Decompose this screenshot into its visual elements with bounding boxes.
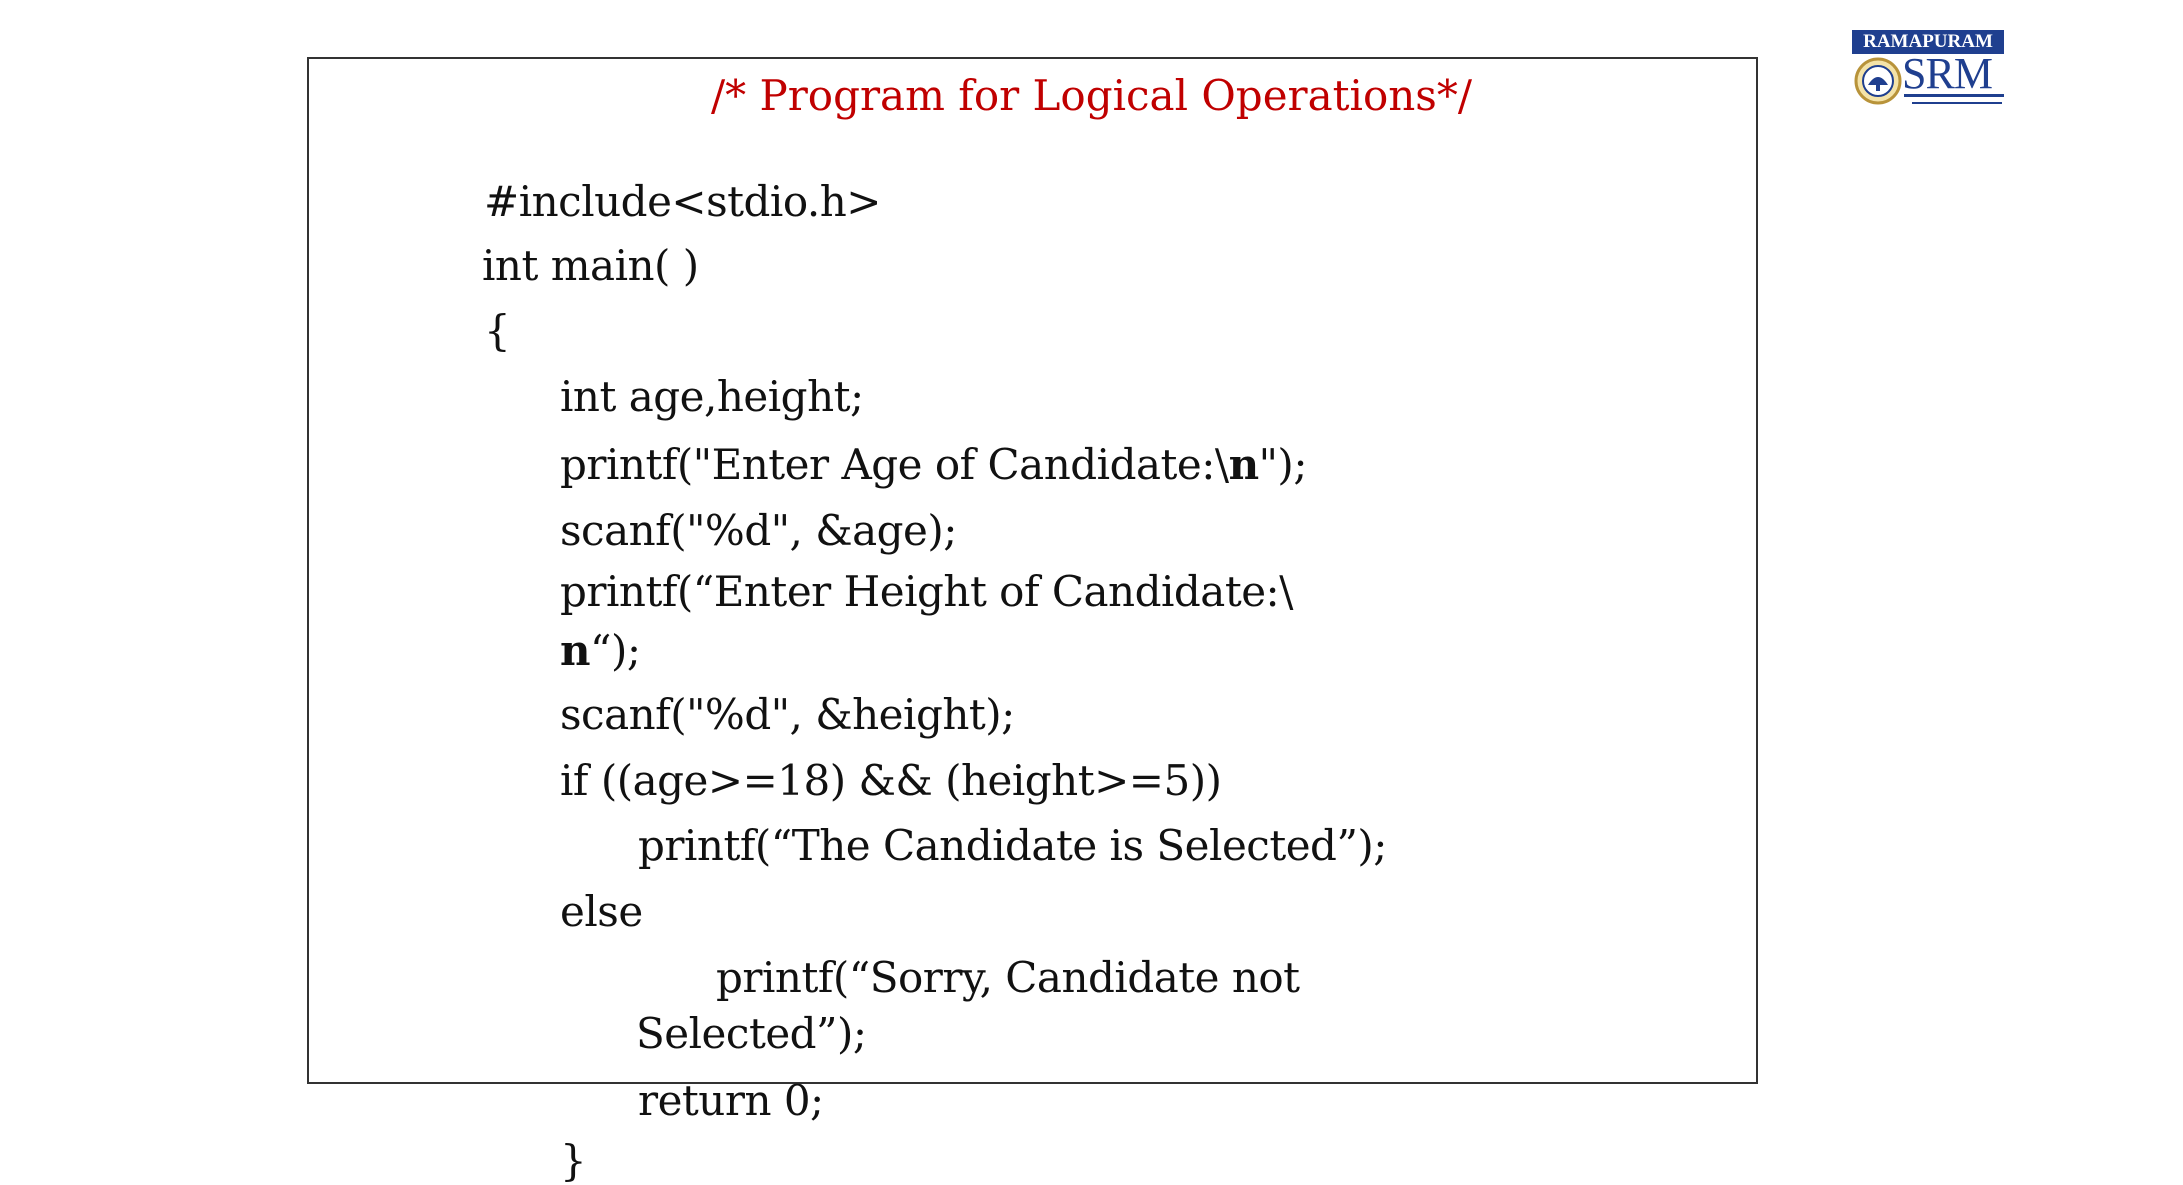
emblem-icon [1854,57,1902,105]
code-line-open-brace: { [484,306,511,355]
code-line-if: if ((age>=18) && (height>=5)) [560,756,1222,805]
code-line-else: else [560,887,643,936]
code-line-scanf-height: scanf("%d", &height); [560,690,1015,739]
code-line-scanf-age: scanf("%d", &age); [560,506,957,555]
code-line-printf-height-cont: n“); [560,626,641,675]
logo-subtitle-line-2 [1912,102,2002,107]
code-line-printf-height: printf(“Enter Height of Candidate:\ [560,567,1293,616]
logo-banner: RAMAPURAM [1852,30,2004,54]
code-line-return: return 0; [638,1076,824,1125]
code-line-printf-age: printf("Enter Age of Candidate:\n"); [560,440,1307,489]
code-line-printf-selected: printf(“The Candidate is Selected”); [638,821,1387,870]
code-line-declare: int age,height; [560,372,864,421]
code-line-close-brace: } [560,1136,587,1185]
srm-logo [1852,30,2004,110]
code-line-main: int main( ) [482,241,699,290]
code-line-include: #include<stdio.h> [484,177,882,226]
slide-title: /* Program for Logical Operations*/ [710,71,1473,120]
logo-name: SRM [1902,49,1992,98]
code-line-printf-sorry: printf(“Sorry, Candidate not [716,953,1300,1002]
code-line-printf-sorry-cont: Selected”); [636,1009,867,1058]
logo-subtitle-line [1904,94,2004,101]
